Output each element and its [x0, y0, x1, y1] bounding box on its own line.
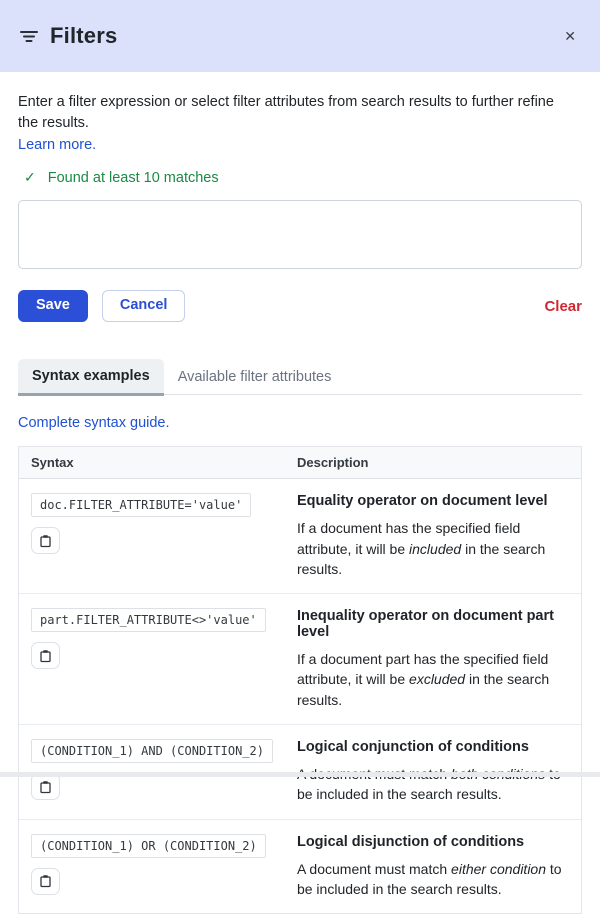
page-title: Filters [50, 23, 118, 48]
guide-row [18, 415, 582, 431]
syntax-code: part.FILTER_ATTRIBUTE<>'value' [31, 608, 266, 632]
description-title: Logical disjunction of conditions [296, 833, 525, 850]
column-header-syntax: Syntax [19, 447, 285, 479]
description-title: Inequality operator on document part level [296, 608, 554, 641]
intro-text [18, 92, 578, 156]
syntax-cell [19, 594, 285, 725]
tab-available-filter-attributes[interactable]: Available filter attributes [164, 359, 346, 394]
clear-button[interactable]: Clear [544, 297, 582, 315]
copy-icon[interactable] [31, 773, 60, 800]
check-icon: ✓ [24, 169, 36, 186]
save-button[interactable]: Save [18, 290, 88, 322]
syntax-code: (CONDITION_1) OR (CONDITION_2) [31, 834, 266, 858]
complete-syntax-guide-link[interactable]: Complete syntax guide. [18, 415, 170, 432]
tab-bar [18, 359, 582, 395]
panel-header [0, 0, 600, 72]
cancel-button[interactable]: Cancel [102, 290, 186, 322]
description-cell [285, 594, 581, 725]
copy-icon[interactable] [31, 642, 60, 669]
filter-icon [20, 28, 38, 44]
table-row [19, 594, 581, 725]
syntax-code: doc.FILTER_ATTRIBUTE='value' [31, 493, 251, 517]
description-body: If a document part has the specified field attribute, it will be excluded in the search results. [296, 651, 550, 708]
description-title: Logical conjunction of conditions [296, 739, 529, 756]
table-row [19, 479, 581, 594]
copy-icon[interactable] [31, 868, 60, 895]
syntax-cell [19, 819, 285, 913]
tab-syntax-examples[interactable]: Syntax examples [18, 359, 164, 396]
learn-more-link[interactable]: Learn more. [18, 136, 97, 153]
close-icon[interactable]: ✕ [560, 25, 580, 47]
intro-description: Enter a filter expression or select filter attributes from search results to further refine the results. [18, 94, 554, 132]
column-header-description: Description [285, 447, 581, 479]
description-body: be included in the search results. [296, 786, 502, 803]
syntax-table-body [19, 479, 581, 913]
bottom-edge-strip [0, 772, 600, 777]
syntax-cell [19, 479, 285, 594]
copy-icon[interactable] [31, 527, 60, 554]
description-body: A document must match either condition to be included in the search results. [296, 860, 562, 897]
match-status-text: Found at least 10 matches [47, 169, 219, 186]
description-title: Equality operator on document level [296, 493, 548, 510]
syntax-table [18, 446, 582, 914]
match-status [18, 169, 582, 186]
description-cell [285, 819, 581, 913]
description-cell [285, 479, 581, 594]
description-body: If a document has the specified field attribute, it will be included in the search results. [296, 520, 546, 577]
table-header-row [19, 447, 581, 479]
panel-body [0, 72, 600, 914]
table-row [19, 819, 581, 913]
filter-expression-input[interactable] [18, 200, 582, 269]
action-bar [18, 290, 582, 322]
syntax-code: (CONDITION_1) AND (CONDITION_2) [31, 739, 273, 763]
